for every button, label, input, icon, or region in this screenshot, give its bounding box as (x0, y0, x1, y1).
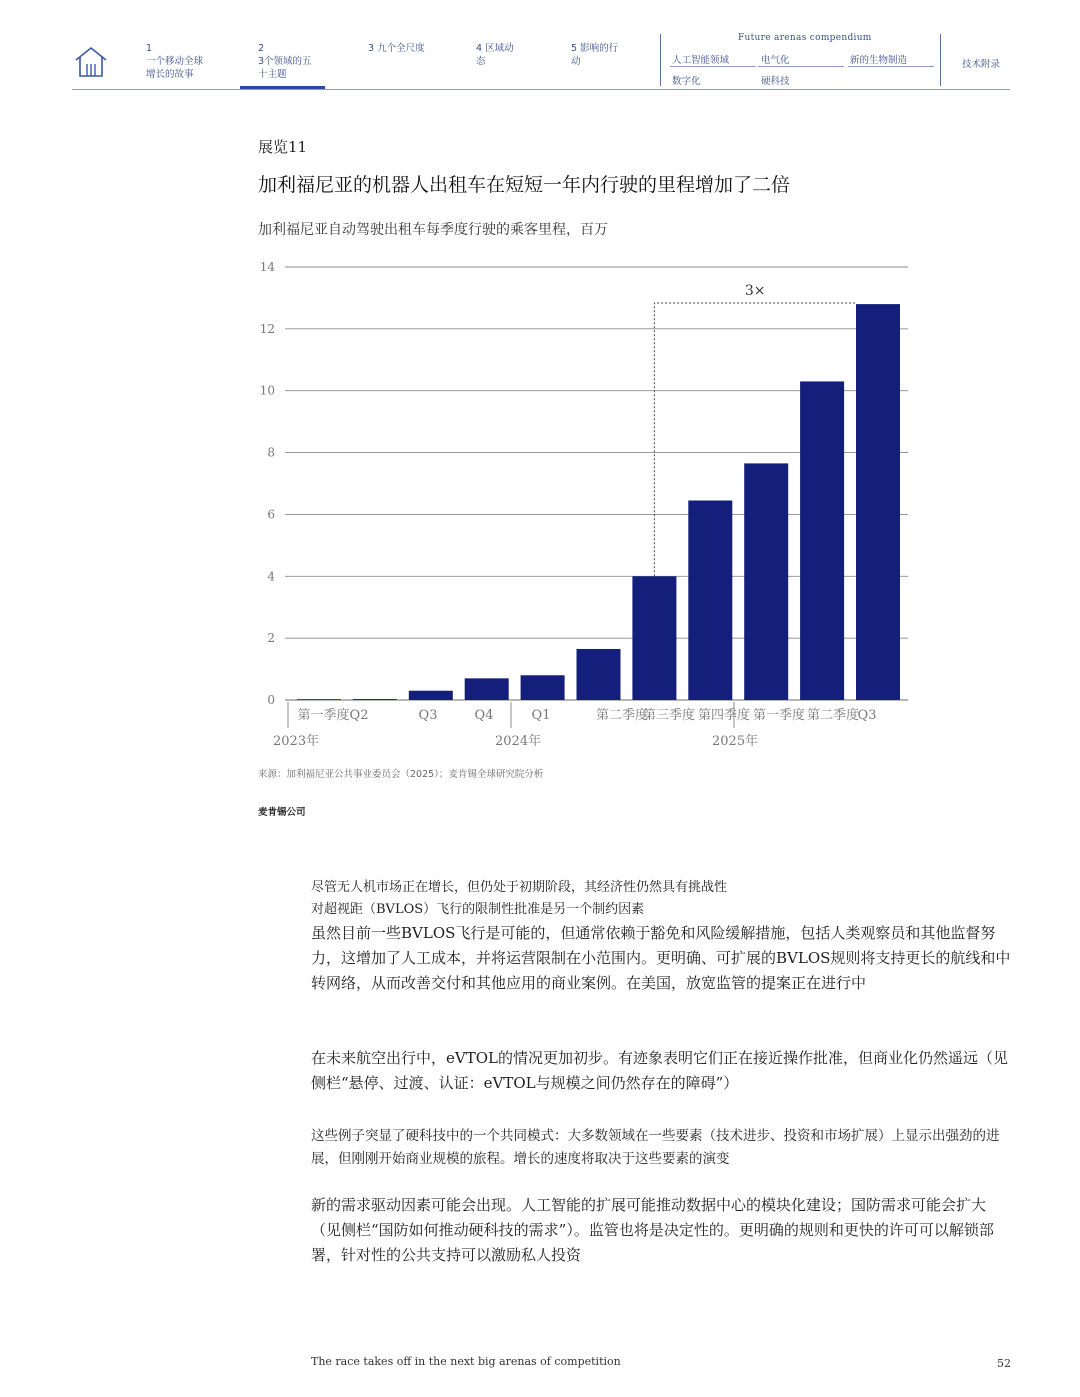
exhibit-label: 展览11 (258, 138, 308, 156)
body-paragraph-3: 在未来航空出行中，eVTOL的情况更加初步。有迹象表明它们正在接近操作批准，但商业化仍然遥远（见侧栏“悬停、过渡、认证：eVTOL与规模之间仍然存在的障碍”） (311, 1049, 1008, 1092)
year-label: 2024年 (495, 734, 542, 749)
y-tick-label: 2 (267, 631, 275, 646)
year-label: 2023年 (273, 734, 320, 749)
bar (409, 691, 453, 700)
page-number: 52 (997, 1357, 1011, 1370)
company-name: 麦肯锡公司 (258, 807, 306, 818)
nav-item-chapter-3[interactable] (368, 42, 426, 55)
y-tick-label: 4 (267, 569, 275, 584)
x-tick-label: Q1 (531, 708, 551, 723)
body-paragraph-4: 这些例子突显了硬科技中的一个共同模式：大多数领域在一些要素（技术进步、投资和市场扩展）上显示出强劲的进展，但刚刚开始商业规模的旅程。增长的速度将取决于这些要素的演变 (311, 1128, 1000, 1167)
body-paragraph-1 (311, 877, 1011, 921)
body-line: 尽管无人机市场正在增长，但仍处于初期阶段，其经济性仍然具有挑战性 (311, 880, 728, 895)
nav-bottom-rule (72, 89, 1010, 90)
nav-divider (940, 34, 941, 86)
nav-item-appendix[interactable]: 技术附录 (962, 59, 1001, 70)
y-tick-label: 14 (259, 260, 275, 274)
x-tick-label: Q3 (857, 708, 877, 723)
bar (465, 678, 509, 700)
bar (632, 576, 676, 700)
y-tick-label: 12 (259, 321, 275, 336)
x-tick-label: 第一季度Q2 (297, 708, 369, 723)
y-tick-label: 8 (267, 445, 275, 460)
top-navigation (0, 0, 1080, 92)
body-paragraph-5: 新的需求驱动因素可能会出现。人工智能的扩展可能推动数据中心的模块化建设；国防需求可能会扩大（见侧栏“国防如何推动硬科技的需求”）。监管也将是决定性的。更明确的规则和更快的许可可以解锁部署，针对性的公共支持可以激励私人投资 (311, 1196, 994, 1264)
exhibit-subtitle: 加利福尼亚自动驾驶出租车每季度行驶的乘客里程，百万 (258, 222, 608, 238)
bar (688, 501, 732, 700)
compendium-item-biomanufacturing[interactable]: 新的生物制造 (850, 55, 908, 66)
nav-item-label: 3 九个全尺度 (368, 43, 425, 54)
nav-item-number: 1 (146, 43, 153, 54)
x-tick-label: Q3 (418, 708, 438, 723)
compendium-item-hardtech[interactable]: 硬科技 (761, 76, 790, 87)
bar (856, 304, 900, 700)
compendium-item-digitization[interactable]: 数字化 (672, 76, 701, 87)
nav-item-label: 一个移动全球增长的故事 (146, 56, 204, 80)
y-tick-label: 0 (267, 693, 275, 707)
nav-item-number: 2 (258, 43, 265, 54)
bar (521, 675, 565, 700)
home-icon[interactable] (74, 46, 108, 78)
bar (800, 381, 844, 700)
nav-item-label: 5 影响的行动 (571, 43, 619, 67)
compendium-item-ai[interactable]: 人工智能领域 (672, 55, 730, 66)
nav-item-label: 3个领域的五十主题 (258, 56, 312, 80)
x-tick-label: 第三季度 (642, 708, 696, 723)
compendium-underline (758, 66, 844, 67)
bar (297, 699, 341, 700)
year-label: 2025年 (712, 734, 759, 749)
compendium-underline (848, 66, 934, 67)
nav-item-chapter-2[interactable] (258, 42, 316, 81)
nav-item-chapter-5[interactable] (571, 42, 623, 68)
x-tick-label: 第四季度 (697, 708, 751, 723)
x-tick-label: 第二季度 (595, 708, 649, 723)
chart-source: 来源：加利福尼亚公共事业委员会（2025）；麦肯锡全球研究院分析 (258, 769, 544, 780)
y-tick-label: 10 (259, 383, 275, 398)
nav-item-label: 4 区域动态 (476, 43, 514, 67)
body-paragraph-2: 虽然目前一些BVLOS飞行是可能的，但通常依赖于豁免和风险缓解措施，包括人类观察员和其他监督努力，这增加了人工成本，并将运营限制在小范围内。更明确、可扩展的BVLOS规则将支持更长的航线和中转网络，从而改善交付和其他应用的商业案例。在美国，放宽监管的提案正在进行中 (311, 924, 1011, 992)
bar (744, 463, 788, 700)
nav-item-chapter-4[interactable] (476, 42, 522, 68)
compendium-item-electrification[interactable]: 电气化 (761, 55, 790, 66)
x-tick-label: 第二季度 (806, 708, 860, 723)
body-line: 对超视距（BVLOS）飞行的限制性批准是另一个制约因素 (311, 902, 645, 917)
bar-chart (240, 250, 920, 760)
x-tick-label: 第一季度 (752, 708, 806, 723)
compendium-title: Future arenas compendium (738, 33, 872, 43)
compendium-underline (670, 66, 756, 67)
footer-title: The race takes off in the next big arenas of competition (311, 1355, 621, 1368)
bar (577, 649, 621, 700)
exhibit-title: 加利福尼亚的机器人出租车在短短一年内行驶的里程增加了二倍 (258, 174, 791, 196)
annotation-label: 3× (744, 283, 766, 299)
bar (353, 699, 397, 700)
nav-divider (660, 34, 661, 86)
nav-item-chapter-1[interactable] (146, 42, 208, 81)
x-tick-label: Q4 (474, 708, 494, 723)
y-tick-label: 6 (267, 507, 275, 522)
